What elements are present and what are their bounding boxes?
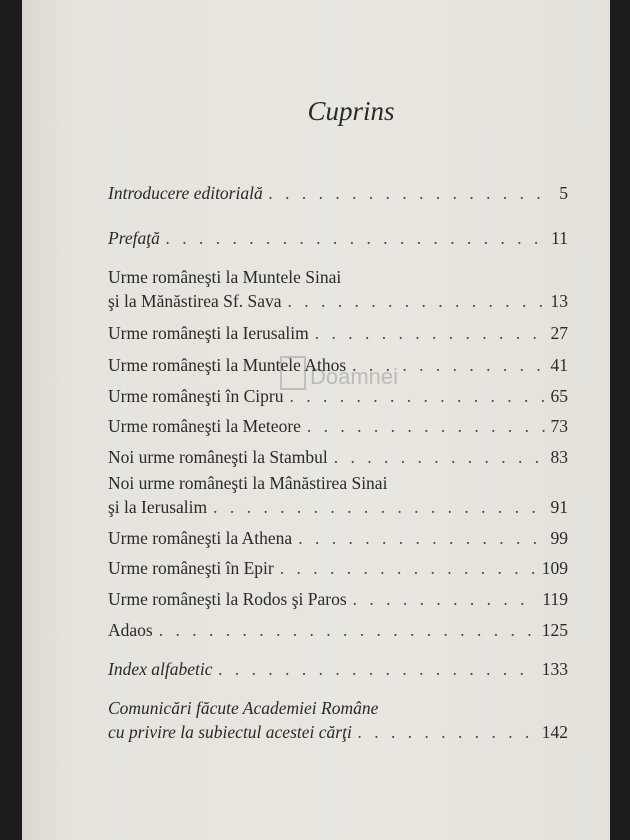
watermark-text: Doamnei	[310, 364, 399, 389]
toc-page-number: 119	[542, 589, 568, 609]
toc-entry-title: Urme româneşti în Epir	[108, 558, 274, 578]
dot-leader	[288, 289, 545, 313]
toc-entry	[108, 226, 568, 250]
toc-page-number: 73	[550, 416, 568, 436]
toc-page-number: 99	[550, 528, 568, 548]
dot-leader	[269, 181, 554, 205]
page-title: Cuprins	[307, 96, 395, 126]
toc-page-number: 41	[550, 355, 568, 375]
toc-entry	[108, 181, 568, 205]
toc-entry-title: cu privire la subiectul acestei cărţi	[108, 722, 352, 742]
toc-entry-title: Index alfabetic	[108, 659, 213, 679]
toc-entry	[108, 696, 568, 744]
dot-leader	[280, 556, 536, 580]
toc-entry-title: şi la Mănăstirea Sf. Sava	[108, 291, 282, 311]
toc-page-number: 83	[550, 447, 568, 467]
dot-leader	[315, 321, 545, 345]
toc-page-number: 142	[541, 722, 568, 742]
dot-leader	[213, 495, 544, 519]
toc-entry	[108, 384, 568, 408]
dot-leader	[166, 226, 545, 250]
toc-entry	[108, 587, 568, 611]
toc-entry	[108, 556, 568, 580]
toc-entry-title: Noi urme româneşti la Stambul	[108, 447, 328, 467]
book-page	[22, 0, 610, 840]
dot-leader	[298, 526, 544, 550]
toc-entry-title: Urme româneşti la Ierusalim	[108, 323, 309, 343]
toc-entry	[108, 353, 568, 377]
toc-entry	[108, 618, 568, 642]
toc-page-number: 11	[551, 228, 568, 248]
toc-entry	[108, 445, 568, 469]
toc-entry-title: Prefaţă	[108, 228, 160, 248]
dot-leader	[334, 445, 545, 469]
toc-page-number: 5	[559, 183, 568, 203]
toc-page-number: 27	[550, 323, 568, 343]
toc-page-number: 133	[541, 659, 568, 679]
toc-page-number: 91	[550, 497, 568, 517]
toc-page-number: 125	[541, 620, 568, 640]
toc-entry-title-line: Urme româneşti la Muntele Sinai	[108, 267, 342, 287]
toc-entry	[108, 657, 568, 681]
toc-entry-title: Introducere editorială	[108, 183, 263, 203]
dot-leader	[358, 720, 536, 744]
toc-entry-title: Urme româneşti în Cipru	[108, 386, 284, 406]
dot-leader	[353, 587, 537, 611]
toc-entry	[108, 414, 568, 438]
toc-page-number: 13	[550, 291, 568, 311]
toc-entry-title-line: Comunicări făcute Academiei Române	[108, 698, 379, 718]
toc-entry-title: Urme româneşti la Meteore	[108, 416, 301, 436]
dot-leader	[159, 618, 536, 642]
toc-entry-title: Adaos	[108, 620, 153, 640]
toc-page-number: 109	[541, 558, 568, 578]
toc-entry-title: şi la Ierusalim	[108, 497, 208, 517]
toc-entry	[108, 321, 568, 345]
dot-leader	[218, 657, 535, 681]
toc-page-number: 65	[550, 386, 568, 406]
toc-entry-title: Urme româneşti la Rodos şi Paros	[108, 589, 347, 609]
dot-leader	[307, 414, 545, 438]
dot-leader	[352, 353, 544, 377]
toc-entry	[108, 526, 568, 550]
toc-entry-title: Urme româneşti la Muntele Athos	[108, 355, 347, 375]
toc-entry-title: Urme româneşti la Athena	[108, 528, 293, 548]
toc-entry-title-line: Noi urme româneşti la Mânăstirea Sinai	[108, 473, 388, 493]
toc-entry	[108, 265, 568, 313]
dot-leader	[289, 384, 544, 408]
toc-entry	[108, 471, 568, 519]
